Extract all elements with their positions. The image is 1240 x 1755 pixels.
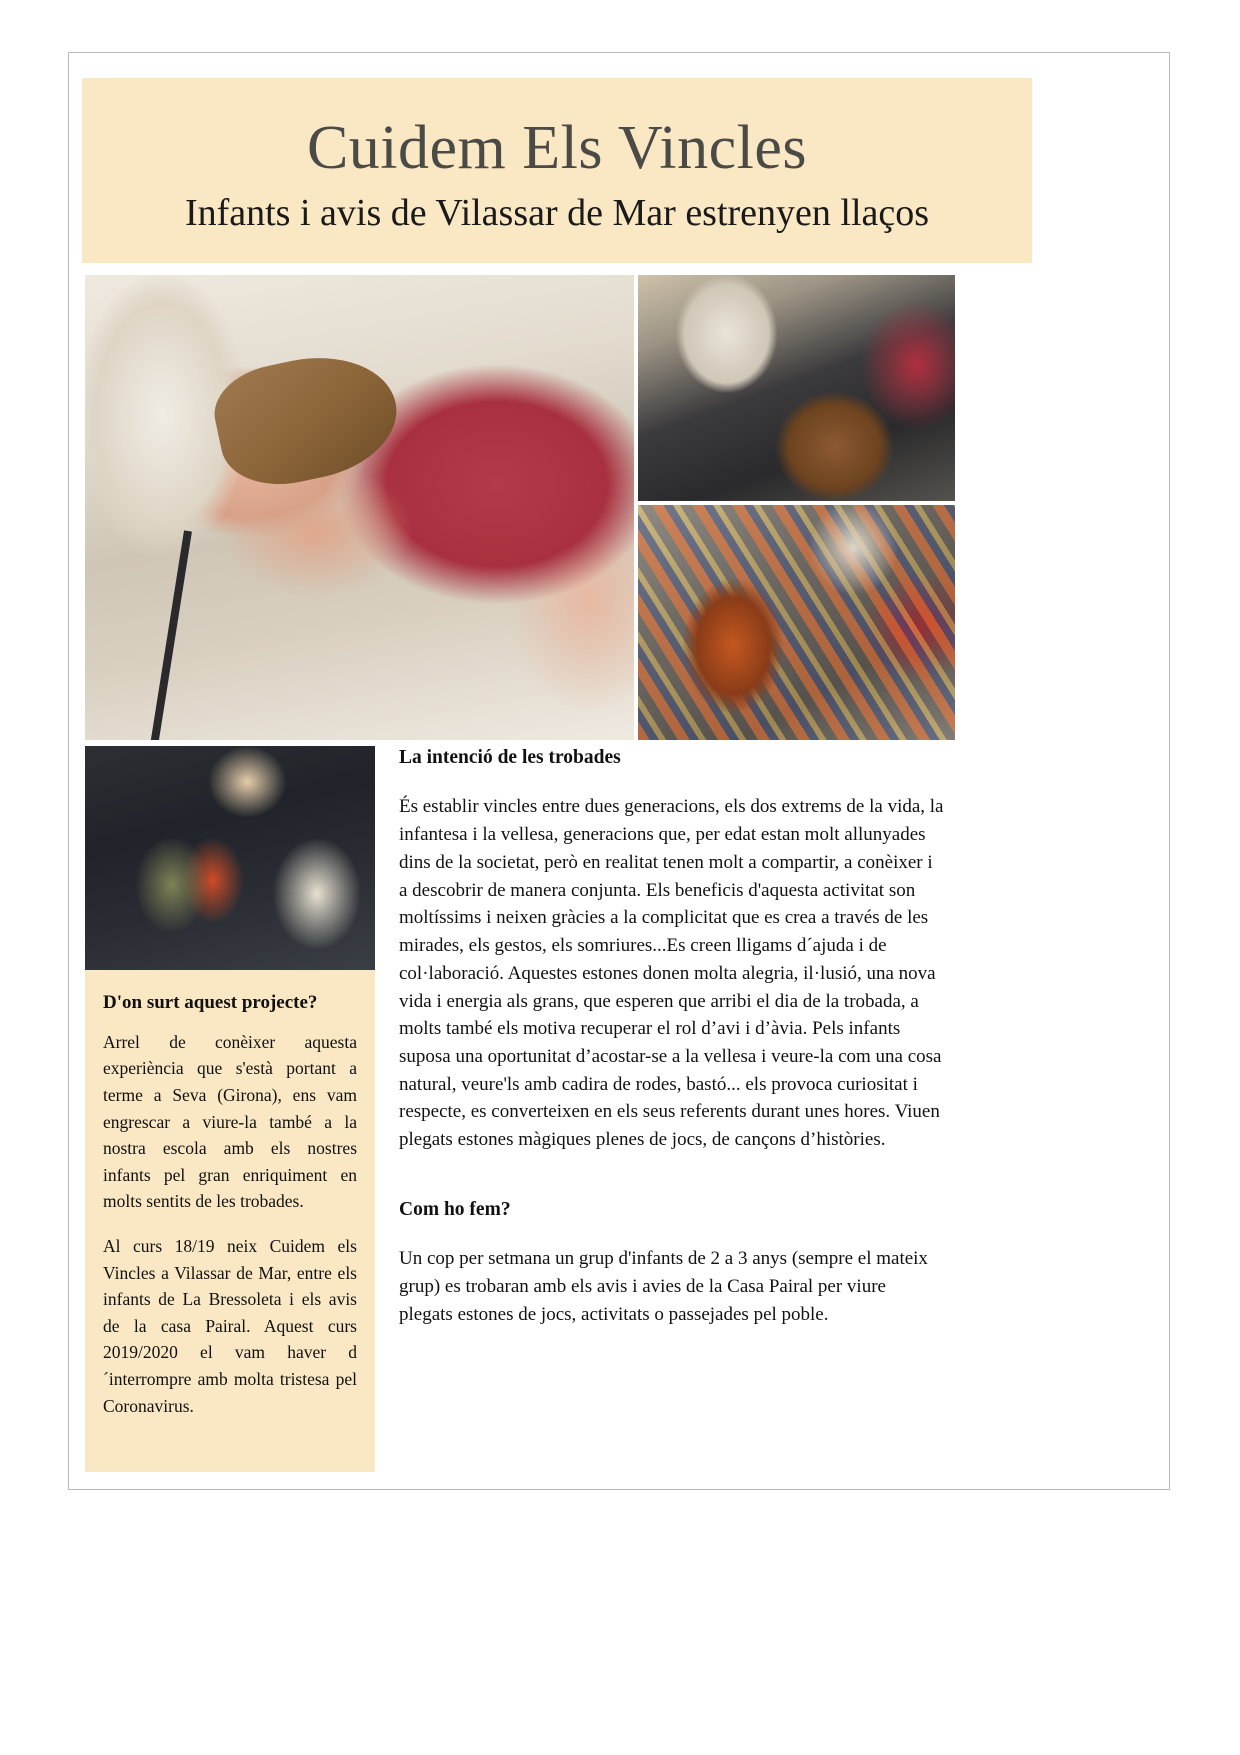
section-paragraph-com-ho-fem: Un cop per setmana un grup d'infants de 2 a 3 anys (sempre el mateix grup) es trobaran amb els avis i avies de la Casa Pairal per viure plegats estones de jocs, activitats o passejades pel poble. <box>399 1248 928 1325</box>
photo-grandmother-with-child <box>638 275 955 501</box>
photo-children-with-grandfather <box>85 746 375 970</box>
page-subtitle: Infants i avis de Vilassar de Mar estrenyen llaços <box>184 192 930 235</box>
poster-page <box>68 52 1170 1490</box>
photo-hands-holding-cane <box>85 275 634 740</box>
section-paragraph-intencio: És establir vincles entre dues generacions, els dos extrems de la vida, la infantesa i la vellesa, generacions que, per edat estan molt allunyades dins de la societat, però en realitat tenen molt a compartir, a conèixer i a descobrir de manera conjunta. Els beneficis d'aquesta activitat son moltíssims i neixen gràcies a la complicitat que es crea a través de les mirades, els gestos, els somriures...Es creen lligams d´ajuda i de col·laboració. Aquestes estones donen molta alegria, il·lusió, una nova vida i energia als grans, que esperen que arribi el dia de la trobada, a molts també els motiva recuperar el rol d’avi i d’àvia. Pels infants suposa una oportunitat d’acostar-se a la vellesa i veure-la com una cosa natural, veure'ls amb cadira de rodes, bastó... els provoca curiositat i respecte, es converteixen en els seus referents durant unes hores. Viuen plegats estones màgiques plenes de jocs, de cançons d’històries. <box>399 796 944 1151</box>
sidebar-origin-block <box>85 970 375 1472</box>
section-heading-com-ho-fem: Com ho fem? <box>399 1198 511 1220</box>
photo-elder-hugging-child <box>638 505 955 740</box>
sidebar-paragraph-1: Arrel de conèixer aquesta experiència que s'està portant a terme a Seva (Girona), ens vam engrescar a viure-la també a la nostra escola amb els nostres infants pel gran enriquiment en molts sentits de les trobades. <box>103 1031 357 1212</box>
section-heading-intencio: La intenció de les trobades <box>399 747 621 768</box>
page-title: Cuidem Els Vincles <box>306 114 808 182</box>
sidebar-heading: D'on surt aquest projecte? <box>103 992 318 1013</box>
header-banner <box>82 78 1032 263</box>
main-text-column <box>399 746 944 1329</box>
sidebar-paragraph-2: Al curs 18/19 neix Cuidem els Vincles a Vilassar de Mar, entre els infants de La Bressoleta i els avis de la casa Pairal. Aquest curs 2019/2020 el vam haver d´interrompre amb molta tristesa pel Coronavirus. <box>103 1235 357 1416</box>
